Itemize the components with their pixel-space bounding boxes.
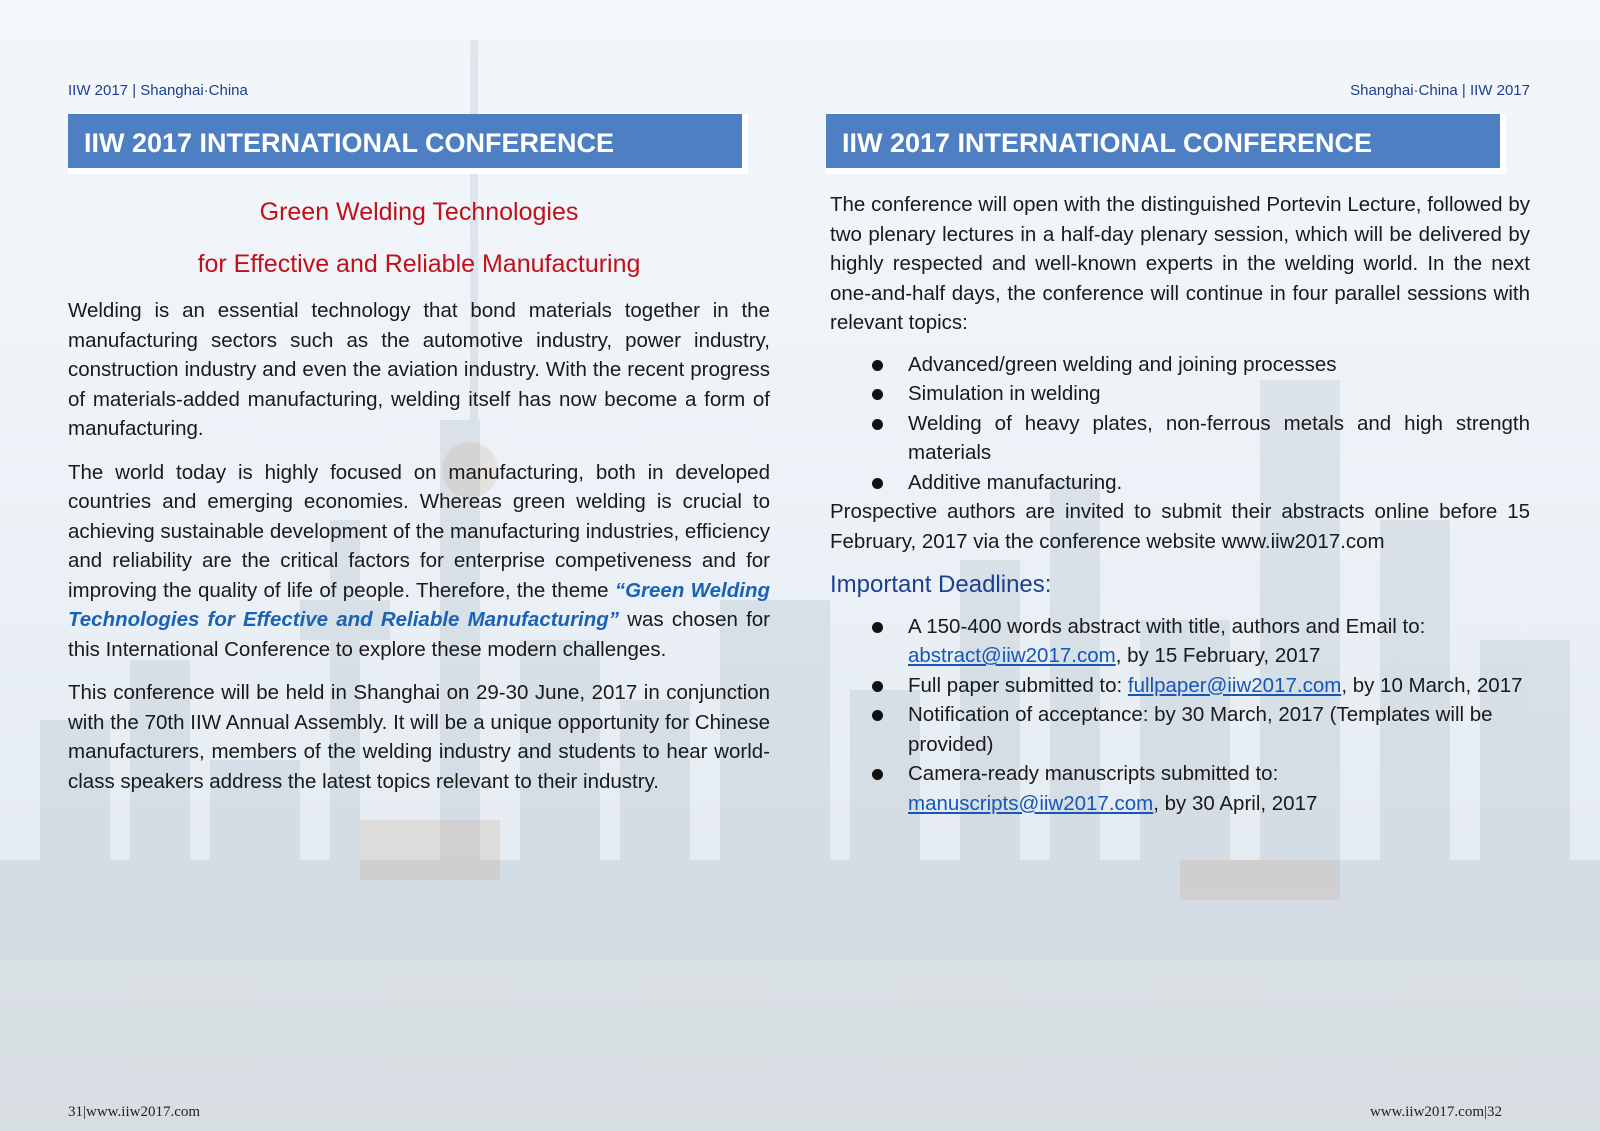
bullet-icon bbox=[872, 389, 883, 400]
list-item-text: Advanced/green welding and joining processes bbox=[908, 352, 1337, 376]
list-item bbox=[830, 759, 1530, 818]
list-item bbox=[830, 350, 1530, 380]
page-number-footer: 31|www.iiw2017.com bbox=[68, 1104, 201, 1120]
section-banner: IIW 2017 INTERNATIONAL CONFERENCE bbox=[826, 114, 1506, 174]
bullet-icon bbox=[872, 622, 883, 633]
email-link[interactable]: abstract@iiw2017.com bbox=[908, 644, 1116, 667]
list-item-text: Welding of heavy plates, non-ferrous metals and high strength materials bbox=[908, 411, 1530, 464]
subtitle-line-1: Green Welding Technologies bbox=[259, 198, 579, 226]
paragraph: The conference will open with the distinguished Portevin Lecture, followed by two plenary lectures in a half-day plenary session, which will be delivered by highly respected and well-known experts in the welding world. In the next one-and-half days, the conference will continue in four parallel sessions with relevant topics: bbox=[830, 193, 1530, 334]
list-item-text: Camera-ready manuscripts submitted to: bbox=[908, 762, 1279, 785]
list-item-text: Full paper submitted to: bbox=[908, 673, 1128, 697]
bullet-icon bbox=[872, 478, 883, 489]
list-item-text: , by 10 March, 2017 bbox=[1341, 673, 1523, 697]
conference-theme: “Green Welding Technologies for Effective and Reliable Manufacturing” bbox=[68, 578, 770, 631]
list-item bbox=[830, 671, 1530, 701]
bullet-icon bbox=[872, 710, 883, 721]
left-body bbox=[68, 296, 770, 810]
running-head: Shanghai·China | IIW 2017 bbox=[1350, 82, 1530, 99]
list-item bbox=[830, 468, 1530, 498]
list-item bbox=[830, 409, 1530, 468]
section-banner: IIW 2017 INTERNATIONAL CONFERENCE bbox=[68, 114, 748, 174]
bullet-icon bbox=[872, 769, 883, 780]
paragraph bbox=[68, 458, 770, 665]
right-body bbox=[830, 190, 1530, 818]
list-item bbox=[830, 700, 1530, 759]
topics-list bbox=[830, 350, 1530, 498]
running-head: IIW 2017 | Shanghai·China bbox=[68, 82, 248, 99]
list-item bbox=[830, 612, 1530, 671]
email-link[interactable]: fullpaper@iiw2017.com bbox=[1127, 673, 1342, 697]
bullet-icon bbox=[872, 360, 883, 371]
list-item-text: Additive manufacturing. bbox=[908, 470, 1123, 494]
list-item-text: , by 30 April, 2017 bbox=[1153, 791, 1318, 815]
list-item-text: Notification of acceptance: by 30 March, 2017 (Templates will be provided) bbox=[908, 703, 1493, 756]
list-item-text: , by 15 February, 2017 bbox=[1115, 644, 1321, 667]
paragraph: This conference will be held in Shanghai on 29-30 June, 2017 in conjunction with the 70th IIW Annual Assembly. It will be a unique opportunity for Chinese manufacturers, members of the welding industry and students to hear world-class speakers address the latest topics relevant to their industry. bbox=[68, 681, 770, 793]
list-item bbox=[830, 379, 1530, 409]
left-page bbox=[68, 0, 770, 1131]
bullet-icon bbox=[872, 681, 883, 692]
list-item-text: A 150-400 words abstract with title, authors and Email to: bbox=[908, 614, 1426, 638]
right-page bbox=[830, 0, 1530, 1131]
paragraph-text: was chosen for this International Conference to explore these modern challenges. bbox=[68, 608, 770, 661]
deadlines-heading: Important Deadlines: bbox=[830, 571, 1052, 598]
page-number-footer: www.iiw2017.com|32 bbox=[1369, 1104, 1502, 1120]
email-link[interactable]: manuscripts@iiw2017.com bbox=[908, 791, 1154, 815]
paragraph: Prospective authors are invited to submit their abstracts online before 15 February, 2017 via the conference website www.iiw2017.com bbox=[830, 500, 1530, 553]
paragraph: Welding is an essential technology that bond materials together in the manufacturing sectors such as the automotive industry, power industry, construction industry and even the aviation industry. With the recent progress of materials-added manufacturing, welding itself has now become a form of manufacturing. bbox=[68, 299, 770, 440]
subtitle-line-2: for Effective and Reliable Manufacturing bbox=[197, 250, 641, 278]
deadlines-list bbox=[830, 612, 1530, 819]
paragraph-text: The world today is highly focused on manufacturing, both in developed countries and emerging economies. Whereas green welding is crucial to achieving sustainable development of the manufacturing industries, efficiency and reliability are the critical factors for enterprise competiveness and for improving the quality of life of people. Therefore, the theme bbox=[68, 460, 770, 602]
list-item-text: Simulation in welding bbox=[908, 382, 1101, 405]
bullet-icon bbox=[872, 419, 883, 430]
